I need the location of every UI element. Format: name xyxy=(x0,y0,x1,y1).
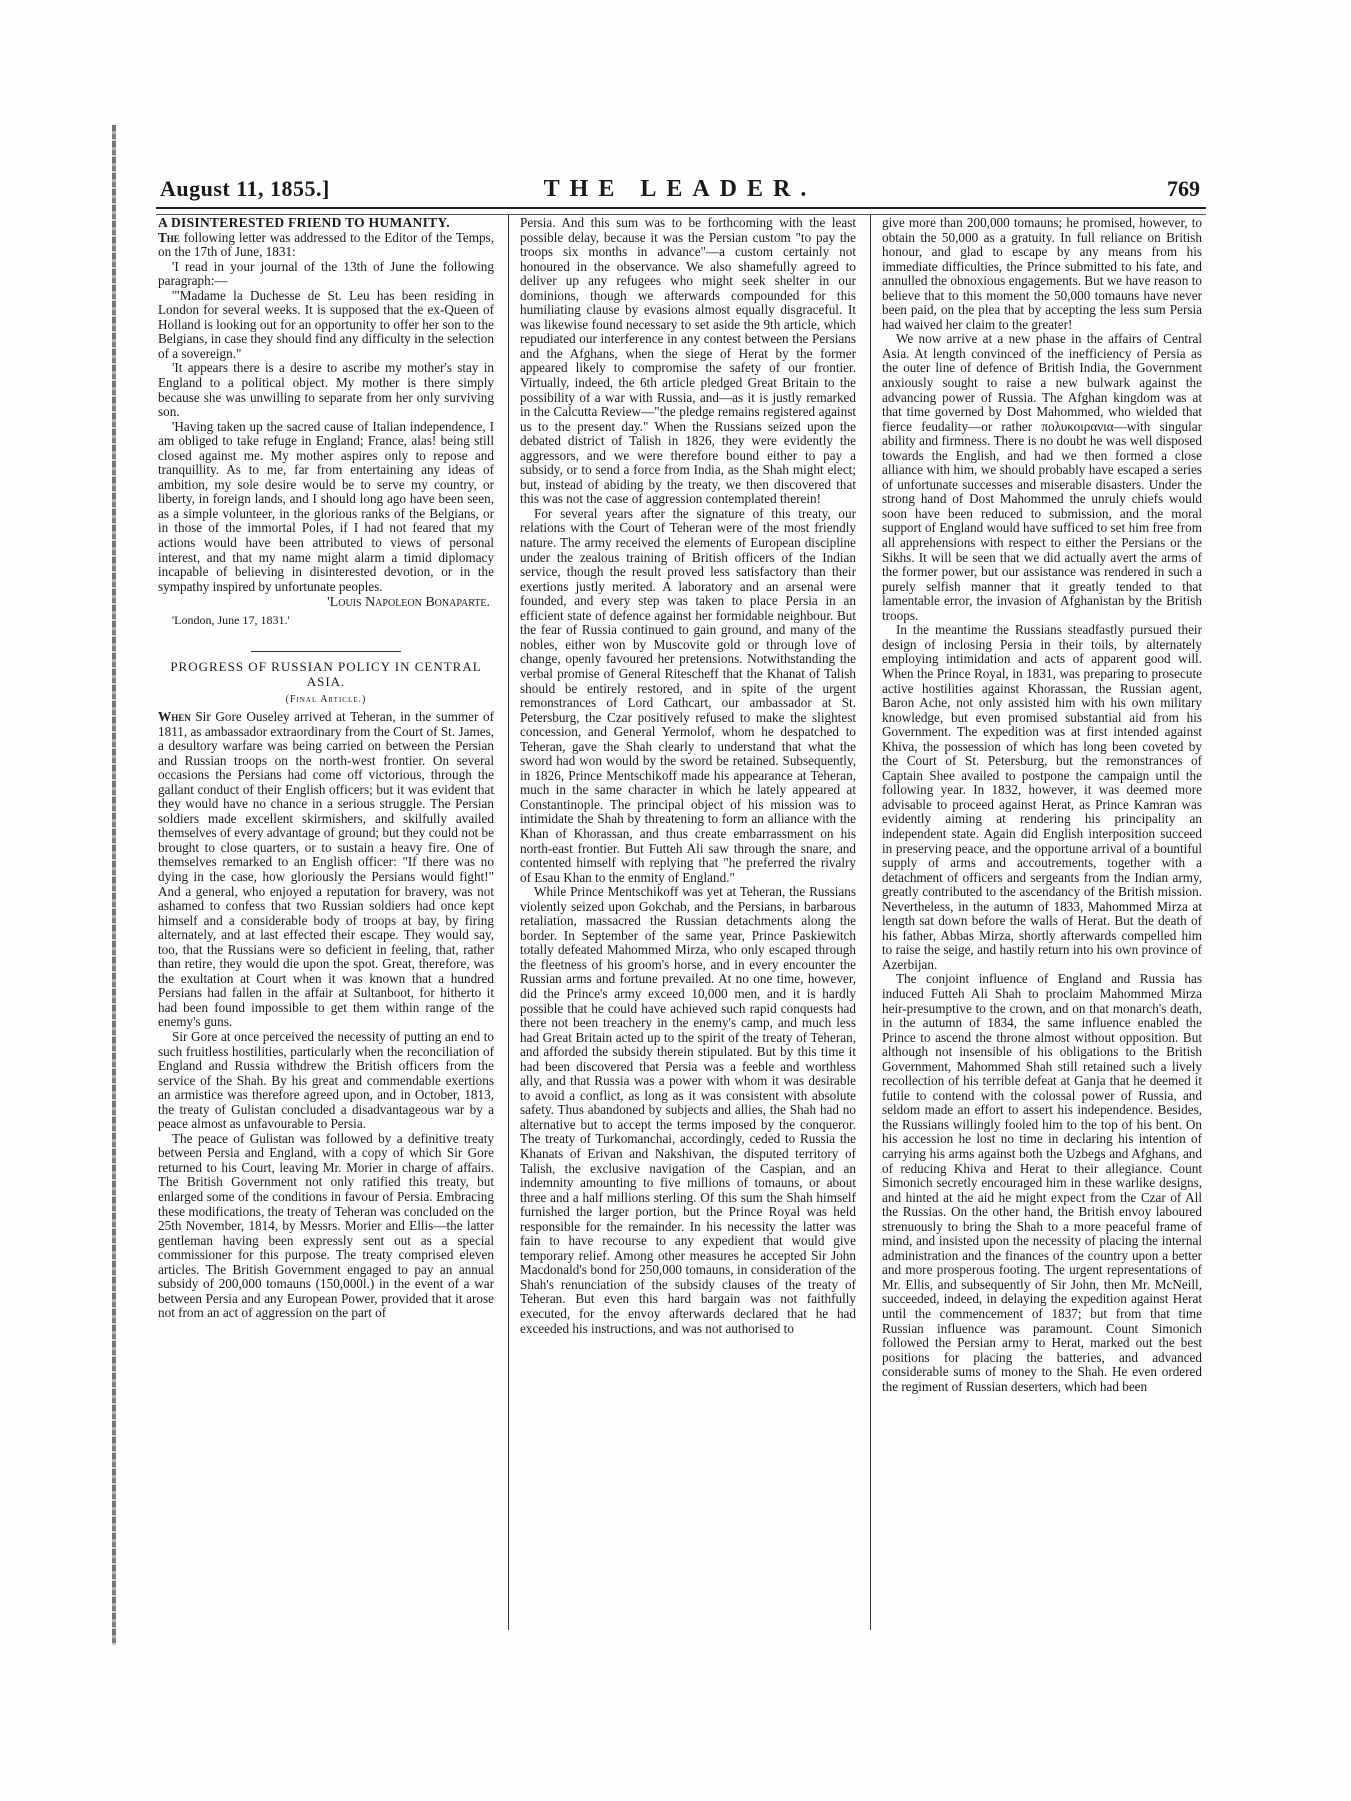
article-headline: A DISINTERESTED FRIEND TO HUMANITY. xyxy=(158,215,450,230)
article-paragraph: '"Madame la Duchesse de St. Leu has been residing in London for several weeks. It is supposed that the ex-Queen of Holland is looking out for an opportunity to offer her son to the Belgians, in case they should find any difficulty in the selection of a sovereign." xyxy=(158,287,494,361)
article-paragraph: Persia. And this sum was to be forthcoming with the least possible delay, because it was the Persian custom "to pay the troops six months in advance"—a custom certainly not honoured in the observance. We also shamefully agreed to deliver up any refugees who might seek shelter in our dominions, though we afterwards compounded for this humiliating clause by evasions almost equally disgraceful. It was likewise found necessary to set aside the 9th article, which repudiated our interference in any contest between the Persians and the Afghans, when the siege of Herat by the former appeared likely to compromise the safety of our frontier. Virtually, indeed, the 6th article pledged Great Britain to the possibility of a war with Russia, and—as it is justly remarked in the Calcutta Review—"the pledge remains registered against us to the present day." When the Russians seized upon the debated district of Talish in 1826, they were evidently the aggressors, and we were therefore bound either to pay a subsidy, or to send a force from India, as the Shah might elect; but, instead of abiding by the treaty, we then discovered that this was not the case of aggression contemplated therein! xyxy=(520,215,856,507)
column-1 xyxy=(158,216,494,1321)
section-divider xyxy=(251,651,401,652)
column-divider-1 xyxy=(508,215,509,1630)
column-2 xyxy=(520,216,856,1336)
article-paragraph: 'I read in your journal of the 13th of June the following paragraph:— xyxy=(158,258,494,289)
article-paragraph: While Prince Mentschikoff was yet at Teheran, the Russians violently seized upon Gokchab, and the Persians, in barbarous retaliation, massacred the Russian detachments along the border. In September of the same year, Prince Paskiewitch totally defeated Mahommed Mirza, who only escaped through the fleetness of his groom's horse, and in every encounter the Russian arms and fortune prevailed. At no one time, however, did the Prince's army exceed 10,000 men, and it is hardly possible that he could have achieved such rapid conquests had there not been treachery in the enemy's camp, and much less had Great Britain acted up to the spirit of the treaty of Teheran, and afforded the subsidy therein stipulated. But by this time it had been discovered that Persia was a feeble and worthless ally, and that Russia was a power with whom it was desirable to avoid a conflict, as long as it was consistent with absolute safety. Thus abandoned by subjects and allies, the Shah had no alternative but to accept the terms imposed by the conqueror. The treaty of Turkomanchai, accordingly, ceded to Russia the Khanats of Erivan and Nakshivan, the disputed territory of Talish, the exclusive navigation of the Caspian, and an indemnity amounting to five millions of tomauns, or about three and a half millions sterling. Of this sum the Shah himself furnished the larger portion, but the Prince Royal was held responsible for the remainder. In his necessity the latter was fain to have recourse to any expedient that would give temporary relief. Among other measures he accepted Sir John Macdonald's bond for 250,000 tomauns, in consideration of the Shah's renunciation of the subsidy clauses of the treaty of Teheran. But even this hard bargain was not faithfully executed, for the envoy afterwards declared that he had exceeded his instructions, and was not authorised to xyxy=(520,884,856,1336)
article-paragraph: Sir Gore at once perceived the necessity of putting an end to such fruitless hostilities, particularly when the reconciliation of England and Russia withdrew the British officers from the service of the Shah. By his great and commendable exertions an armistice was therefore agreed upon, and in October, 1813, the treaty of Gulistan concluded a disadvantageous war by a peace almost as unfavourable to Persia. xyxy=(158,1028,494,1132)
article-paragraph: 'Having taken up the sacred cause of Italian independence, I am obliged to take refuge in England; France, alas! being still closed against me. My mother aspires only to repose and tranquillity. As to me, far from entertaining any ideas of ambition, my sole desire would be to serve my country, or liberty, in foreign lands, and I should long ago have been seen, as a simple volunteer, in the glorious ranks of the Belgians, or in those of the immortal Poles, if I had not feared that my actions would have been attributed to views of personal interest, and that my name might alarm a timid diplomacy incapable of believing in disinterested devotion, or in the sympathy inspired by unfortunate peoples. xyxy=(158,418,494,594)
article-intro: The following letter was addressed to the Editor of the Temps, on the 17th of June, 1831: xyxy=(158,229,494,260)
page-number: 769 xyxy=(1167,176,1200,201)
masthead-rule xyxy=(156,207,1206,215)
column-divider-2 xyxy=(870,215,871,1630)
article-paragraph: In the meantime the Russians steadfastly pursued their design of inclosing Persia in their toils, by alternately employing intimidation and acts of apparent good will. When the Prince Royal, in 1831, was preparing to prosecute active hostilities against Khorassan, the Russian agent, Baron Ache, not only assisted him with his own military knowledge, but even promised substantial aid from his Government. The expedition was at first intended against Khiva, the possession of which has long been coveted by the Court of St. Petersburg, but the remonstrances of Captain Shee availed to postpone the campaign until the following year. In 1832, however, it was deemed more advisable to proceed against Herat, as Prince Kamran was evidently aiming at rendering his principality an independent state. Again did English interposition succeed in preserving peace, and the opportune arrival of a bountiful supply of arms and accoutrements, together with a detachment of officers and sergeants from the Indian army, greatly contributed to the ascendancy of the British mission. Nevertheless, in the autumn of 1833, Mahommed Mirza at length sat down before the walls of Herat. But the death of his father, Abbas Mirza, shortly afterwards compelled him to raise the seige, and hastily return into his own province of Azerbijan. xyxy=(882,622,1202,972)
section-subtitle: (Final Article.) xyxy=(285,694,367,706)
letter-dateline: 'London, June 17, 1831.' xyxy=(172,612,290,627)
article-paragraph: 'It appears there is a desire to ascribe my mother's stay in England to a political object. My mother is there simply because she was unwilling to separate from her only surviving son. xyxy=(158,360,494,420)
article-paragraph: When Sir Gore Ouseley arrived at Teheran, in the summer of 1811, as ambassador extraordinary from the Court of St. James, a desultory warfare was being carried on between the Persian and Russian troops on the north-west frontier. On several occasions the Persians had come off victorious, through the gallant conduct of their English officers; but it was evident that they would have no chance in a serious struggle. The Persian soldiers made excellent skirmishers, and skilfully availed themselves of every advantage of ground; but they could not be brought to close quarters, or to sustain a heavy fire. One of themselves remarked to an English officer: "If there was no dying in the case, how gloriously the Persians would fight!" And a general, who enjoyed a reputation for bravery, was not ashamed to confess that two Russian soldiers had once kept himself and a considerable body of troops at bay, by firing alternately, and at last effected their escape. They would say, too, that the Russians were so deficient in feeling, that, rather than retire, they would die upon the spot. Great, therefore, was the exultation at Court when it was known that a hundred Persians had fallen in the affair at Sultanboot, for hitherto it had been found impossible to get them within range of the enemy's guns. xyxy=(158,708,494,1030)
article-paragraph: give more than 200,000 tomauns; he promised, however, to obtain the 50,000 as a gratuity. In full reliance on British honour, and glad to escape by any means from his immediate difficulties, the Prince submitted to his fate, and annulled the obnoxious engagements. But we have reason to believe that to this moment the 50,000 tomauns have never been paid, on the plea that by accepting the less sum Persia had waived her claim to the greater! xyxy=(882,215,1202,332)
article-paragraph: We now arrive at a new phase in the affairs of Central Asia. At length convinced of the inefficiency of Persia as the outer line of defence of British India, the Government anxiously sought to raise a new bulwark against the advancing power of Russia. The Afghan kingdom was at that time governed by Dost Mahommed, who wielded that fierce feudality—or rather πολυκοιρανια—with singular ability and firmness. There is no doubt he was well disposed towards the English, and had we then formed a close alliance with him, we should probably have escaped a series of unfortunate successes and miserable disasters. Under the strong hand of Dost Mahommed the unruly chiefs would soon have been reduced to submission, and the moral support of England would have sufficed to set him free from all apprehensions with respect to either the Persians or the Sikhs. It will be seen that we did actually avert the arms of the former power, but our assistance was rendered in such a purely selfish manner that it greatly tended to that lamentable error, the invasion of Afghanistan by the British troops. xyxy=(882,331,1202,623)
letter-signature: 'Louis Napoleon Bonaparte. xyxy=(327,595,490,611)
scan-binding-edge xyxy=(112,125,116,1645)
column-3 xyxy=(882,216,1202,1394)
article-paragraph: For several years after the signature of this treaty, our relations with the Court of Teheran were of the most friendly nature. The army received the elements of European discipline under the zealous training of British officers of the Indian service, though the result proved less satisfactory than their exertions justly merited. A laboratory and an arsenal were founded, and every step was taken to place Persia in an efficient state of defence against her formidable neighbour. But the fear of Russia continued to gain ground, and many of the nobles, either won by Muscovite gold or through love of change, openly favoured her pretensions. Notwithstanding the verbal promise of General Ritescheff that the Khanat of Talish should be entirely restored, and in spite of the urgent remonstrances of Lord Cathcart, our ambassador at St. Petersburg, the Czar positively refused to make the slightest concession, and General Yermolof, whom he despatched to Teheran, gave the Shah clearly to understand that what the sword had won would by the sword be retained. Subsequently, in 1826, Prince Mentschikoff made his appearance at Teheran, much in the same character in which he lately appeared at Constantinople. The principal object of his mission was to intimidate the Shah by threatening to form an alliance with the Khan of Khorassan, and thus create embarrassment on his north-east frontier. But Futteh Ali saw through the snare, and contented himself with replying that "he preferred the rivalry of Esau Khan to the enmity of England." xyxy=(520,505,856,885)
article-paragraph: The conjoint influence of England and Russia has induced Futteh Ali Shah to proclaim Mahommed Mirza heir-presumptive to the crown, and on that monarch's death, in the autumn of 1834, the same influence enabled the Prince to ascend the throne almost without opposition. But although not insensible of his obligations to the British Government, Mahommed Shah still retained such a lively recollection of his terrible defeat at Ganja that he deemed it futile to contend with the colossal power of Russia, and seldom made an effort to assert his independence. Besides, the Russians willingly fooled him to the top of his bent. On his accession he lost no time in declaring his intention of carrying his arms against both the Uzbegs and Afghans, and of reducing Khiva and Herat to their allegiance. Count Simonich secretly encouraged him in these warlike designs, and hinted at the aid he might expect from the Czar of All the Russias. On the other hand, the British envoy laboured strenuously to bring the Shah to a more peaceful frame of mind, and insisted upon the necessity of placing the internal administration and the finances of the country upon a better and more prosperous footing. The urgent representations of Mr. Ellis, and subsequently of Sir John, then Mr. McNeill, succeeded, indeed, in delaying the expedition against Herat until the commencement of 1837; but from that time Russian influence was paramount. Count Simonich followed the Persian army to Herat, marked out the best positions for placing the batteries, and advanced considerable sums of money to the Shah. He even ordered the regiment of Russian deserters, which had been xyxy=(882,971,1202,1394)
newspaper-title: THE LEADER. xyxy=(543,176,817,202)
issue-date: August 11, 1855.] xyxy=(160,176,330,201)
section-title: PROGRESS OF RUSSIAN POLICY IN CENTRAL ASIA. xyxy=(170,659,482,689)
article-paragraph: The peace of Gulistan was followed by a definitive treaty between Persia and England, with a copy of which Sir Gore returned to his Court, leaving Mr. Morier in charge of affairs. The British Government not only ratified this treaty, but enlarged some of the conditions in favour of Persia. Embracing these modifications, the treaty of Teheran was concluded on the 25th November, 1814, by Messrs. Morier and Ellis—the latter gentleman having been expressly sent out as a special commissioner for this purpose. The treaty comprised eleven articles. The British Government engaged to pay an annual subsidy of 200,000 tomauns (150,000l.) in the event of a war between Persia and any European Power, provided that it arose not from an act of aggression on the part of xyxy=(158,1130,494,1321)
